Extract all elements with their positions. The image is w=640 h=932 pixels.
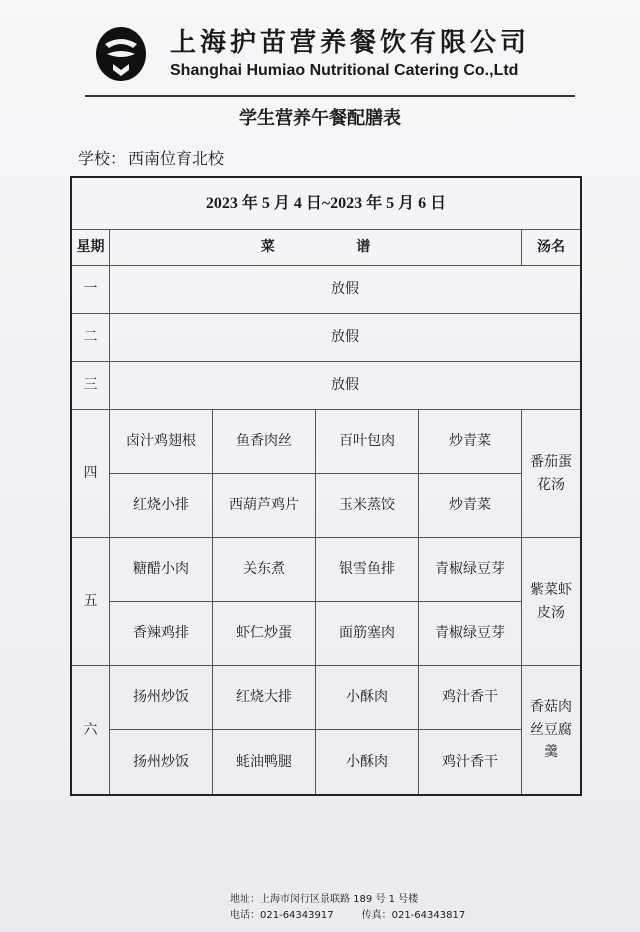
weekday-cell: 一 <box>72 266 110 314</box>
dish-cell: 鸡汁香干 <box>419 666 522 730</box>
dish-cell: 西葫芦鸡片 <box>213 474 316 538</box>
soup-cell: 紫菜虾皮汤 <box>522 538 580 666</box>
holiday-note: 放假 <box>110 362 580 410</box>
dish-cell: 百叶包肉 <box>316 410 419 474</box>
col-weekday: 星期 <box>72 230 110 266</box>
weekday-cell: 五 <box>72 538 110 666</box>
dish-cell: 鸡汁香干 <box>419 730 522 794</box>
dish-cell: 炒青菜 <box>419 410 522 474</box>
menu-table <box>70 176 582 796</box>
form-title: 学生营养午餐配膳表 <box>239 108 401 129</box>
col-menu-char-1: 菜 <box>260 239 275 256</box>
col-soup: 汤名 <box>522 230 580 266</box>
dish-cell: 蚝油鸭腿 <box>213 730 316 794</box>
dish-cell: 青椒绿豆芽 <box>419 602 522 666</box>
dish-cell: 红烧大排 <box>213 666 316 730</box>
col-menu <box>110 230 522 266</box>
phone-value: 021-64343917 <box>260 910 334 921</box>
company-name-cn: 上海护苗营养餐饮有限公司 <box>170 28 531 58</box>
address-value: 上海市闵行区景联路 189 号 1 号楼 <box>260 894 419 905</box>
dish-cell: 小酥肉 <box>316 730 419 794</box>
dish-cell: 小酥肉 <box>316 666 419 730</box>
footer-address-line <box>230 892 465 908</box>
school-label: 学校： <box>78 149 127 168</box>
dish-cell: 玉米蒸饺 <box>316 474 419 538</box>
footer-phone-line <box>230 908 465 924</box>
fax-value: 021-64343817 <box>391 910 466 921</box>
date-range: 2023 年 5 月 4 日~2023 年 5 月 6 日 <box>72 178 580 230</box>
weekday-cell: 二 <box>72 314 110 362</box>
holiday-note: 放假 <box>110 314 580 362</box>
dish-cell: 扬州炒饭 <box>110 666 213 730</box>
col-menu-char-2: 谱 <box>356 239 371 256</box>
dish-cell: 炒青菜 <box>419 474 522 538</box>
dish-cell: 扬州炒饭 <box>110 730 213 794</box>
dish-cell: 关东煮 <box>213 538 316 602</box>
school-name: 西南位育北校 <box>128 149 225 168</box>
soup-cell: 番茄蛋花汤 <box>522 410 580 538</box>
soup-cell: 香菇肉丝豆腐羹 <box>530 699 572 761</box>
weekday-cell: 四 <box>72 410 110 538</box>
footer-contact <box>230 892 465 924</box>
dish-cell: 卤汁鸡翅根 <box>110 410 213 474</box>
dish-cell: 银雪鱼排 <box>316 538 419 602</box>
humiao-logo-icon <box>95 26 147 82</box>
dish-cell: 青椒绿豆芽 <box>419 538 522 602</box>
header-divider <box>85 95 575 97</box>
address-label: 地址： <box>230 894 260 905</box>
dish-cell: 糖醋小肉 <box>110 538 213 602</box>
dish-cell: 面筋塞肉 <box>316 602 419 666</box>
dish-cell: 香辣鸡排 <box>110 602 213 666</box>
holiday-note: 放假 <box>110 266 580 314</box>
weekday-cell: 三 <box>72 362 110 410</box>
company-name-en: Shanghai Humiao Nutritional Catering Co.,Ltd <box>170 62 519 79</box>
school-line <box>78 146 226 169</box>
dish-cell: 鱼香肉丝 <box>213 410 316 474</box>
fax-label: 传真： <box>361 910 392 921</box>
weekday-cell: 六 <box>72 666 110 794</box>
dish-cell: 红烧小排 <box>110 474 213 538</box>
dish-cell: 虾仁炒蛋 <box>213 602 316 666</box>
phone-label: 电话： <box>230 910 260 921</box>
